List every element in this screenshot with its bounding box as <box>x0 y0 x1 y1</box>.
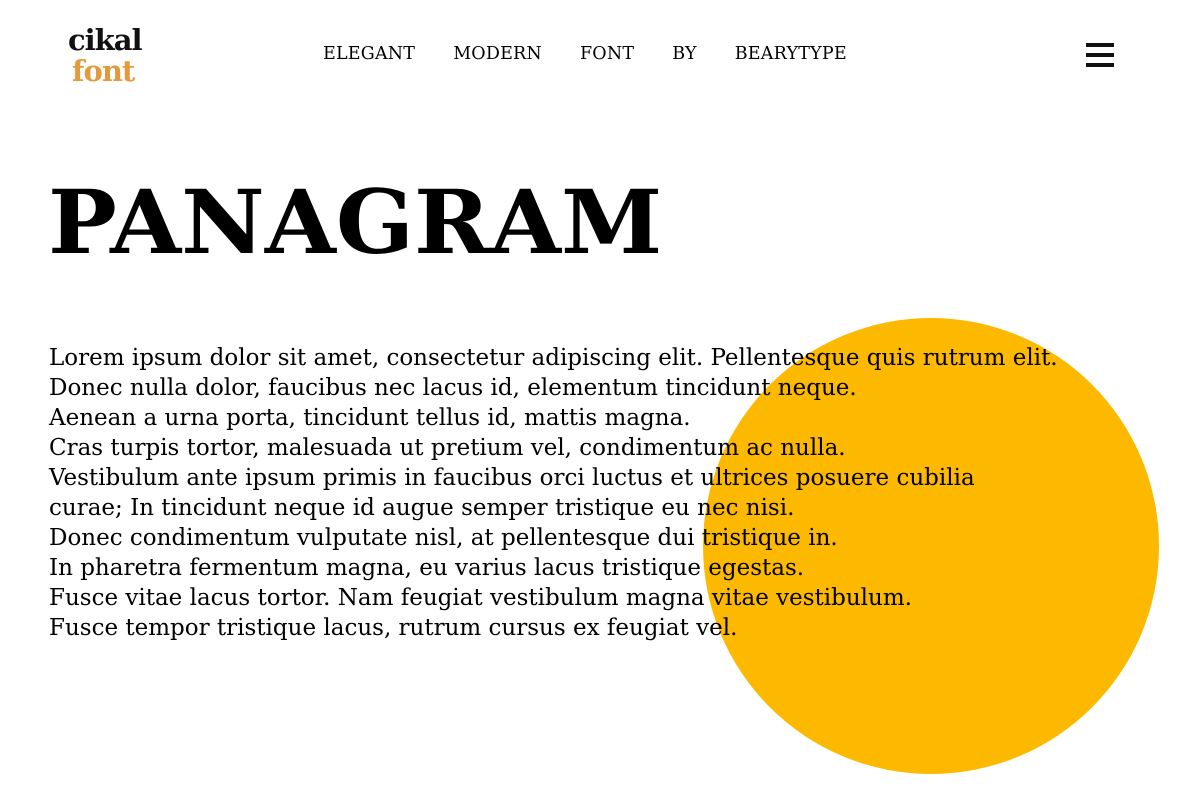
body-line: Lorem ipsum dolor sit amet, consectetur adipiscing elit. Pellentesque quis rutrum elit. <box>49 345 1058 371</box>
body-paragraph <box>49 343 1179 643</box>
nav-item-bearytype[interactable]: BEARYTYPE <box>734 44 847 64</box>
body-line: curae; In tincidunt neque id augue semper tristique eu nec nisi. <box>49 495 795 521</box>
logo[interactable] <box>68 23 158 98</box>
body-line: Fusce tempor tristique lacus, rutrum cursus ex feugiat vel. <box>49 615 738 641</box>
logo-line-2: font <box>72 54 135 88</box>
page-title: PANAGRAM <box>48 170 663 274</box>
body-line: Vestibulum ante ipsum primis in faucibus orci luctus et ultrices posuere cubilia <box>49 465 975 491</box>
menu-bar-top <box>1086 43 1114 47</box>
nav-item-by[interactable]: BY <box>672 44 697 64</box>
menu-bar-middle <box>1086 53 1114 57</box>
nav-item-font[interactable]: FONT <box>579 44 635 64</box>
body-line: Aenean a urna porta, tincidunt tellus id, mattis magna. <box>49 405 691 431</box>
hamburger-menu-icon[interactable] <box>1086 43 1114 67</box>
nav-item-modern[interactable]: MODERN <box>453 44 542 64</box>
body-line: Donec condimentum vulputate nisl, at pellentesque dui tristique in. <box>49 525 838 551</box>
body-line: Fusce vitae lacus tortor. Nam feugiat vestibulum magna vitae vestibulum. <box>49 585 912 611</box>
logo-line-1: cikal <box>68 23 142 57</box>
menu-bar-bottom <box>1086 63 1114 67</box>
top-nav <box>323 44 847 64</box>
body-line: In pharetra fermentum magna, eu varius lacus tristique egestas. <box>49 555 805 581</box>
nav-item-elegant[interactable]: ELEGANT <box>323 44 416 64</box>
body-line: Cras turpis tortor, malesuada ut pretium vel, condimentum ac nulla. <box>49 435 846 461</box>
body-line: Donec nulla dolor, faucibus nec lacus id, elementum tincidunt neque. <box>49 375 857 401</box>
